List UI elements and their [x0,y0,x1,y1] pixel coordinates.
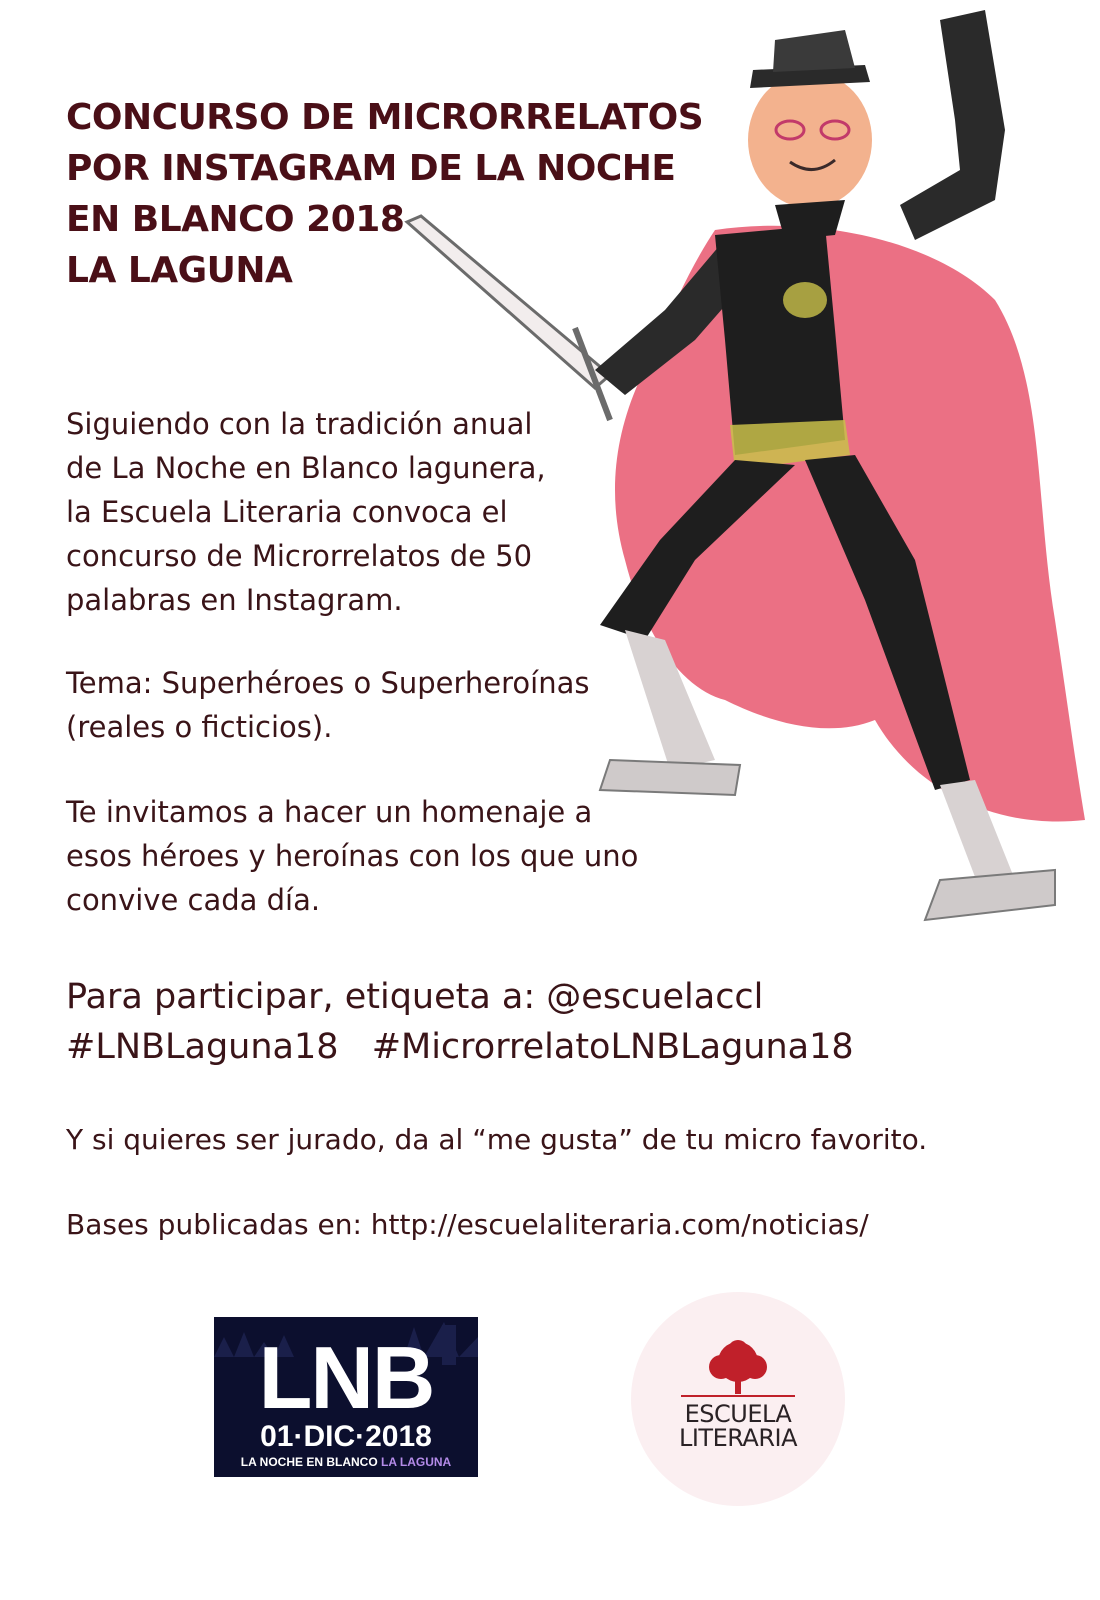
text-line: la Escuela Literaria convoca el [66,495,508,529]
jury-line: Y si quieres ser jurado, da al “me gusta” de tu micro favorito. [66,1123,928,1156]
participate-line: Para participar, etiqueta a: @escuelaccl [66,977,764,1017]
body [715,225,845,455]
hashtags [66,1022,876,1072]
hat-top [773,30,855,72]
escuela-line: ESCUELA [684,1400,792,1428]
lnb-subtitle [214,1455,478,1469]
text-line: Tema: Superhéroes o Superheroínas [66,666,590,700]
lnb-subtitle-white: LA NOCHE EN BLANCO [240,1455,378,1469]
title-line: LA LAGUNA [66,250,293,291]
escuela-line: LITERARIA [678,1424,798,1452]
text-line: convive cada día. [66,883,321,917]
tree-icon [631,1292,845,1506]
title-line: EN BLANCO 2018 [66,199,405,240]
sword-blade [407,216,610,388]
lnb-logo [214,1317,478,1477]
right-boot [925,870,1055,920]
invitation-paragraph [66,790,638,922]
intro-paragraph [66,402,546,622]
hashtag[interactable]: #LNBLaguna18 [66,1027,339,1067]
raised-arm [900,10,1005,240]
escuela-literaria-logo [631,1292,845,1506]
head [748,72,872,208]
text-line: concurso de Microrrelatos de 50 [66,539,533,573]
title-line: CONCURSO DE MICRORRELATOS [66,97,704,138]
text-line: de La Noche en Blanco lagunera, [66,451,546,485]
lnb-subtitle-accent: LA LAGUNA [381,1455,452,1469]
text-line: Te invitamos a hacer un homenaje a [66,795,593,829]
text-line: Siguiendo con la tradición anual [66,407,533,441]
text-line: esos héroes y heroínas con los que uno [66,839,639,873]
text-line: (reales o ficticios). [66,710,333,744]
theme-paragraph [66,661,590,749]
lnb-date: 01·DIC·2018 [260,1420,432,1453]
text-line: palabras en Instagram. [66,583,403,617]
participate-block [66,972,876,1072]
hashtag[interactable]: #MicrorrelatoLNBLaguna18 [371,1027,854,1067]
escuela-wordmark [631,1402,845,1450]
bases-line: Bases publicadas en: http://escuelaliteraria.com/noticias/ [66,1208,869,1241]
collar [775,200,845,240]
chest-emblem [783,282,827,318]
lnb-wordmark: LNB [258,1328,434,1427]
title-line: POR INSTAGRAM DE LA NOCHE [66,148,676,189]
